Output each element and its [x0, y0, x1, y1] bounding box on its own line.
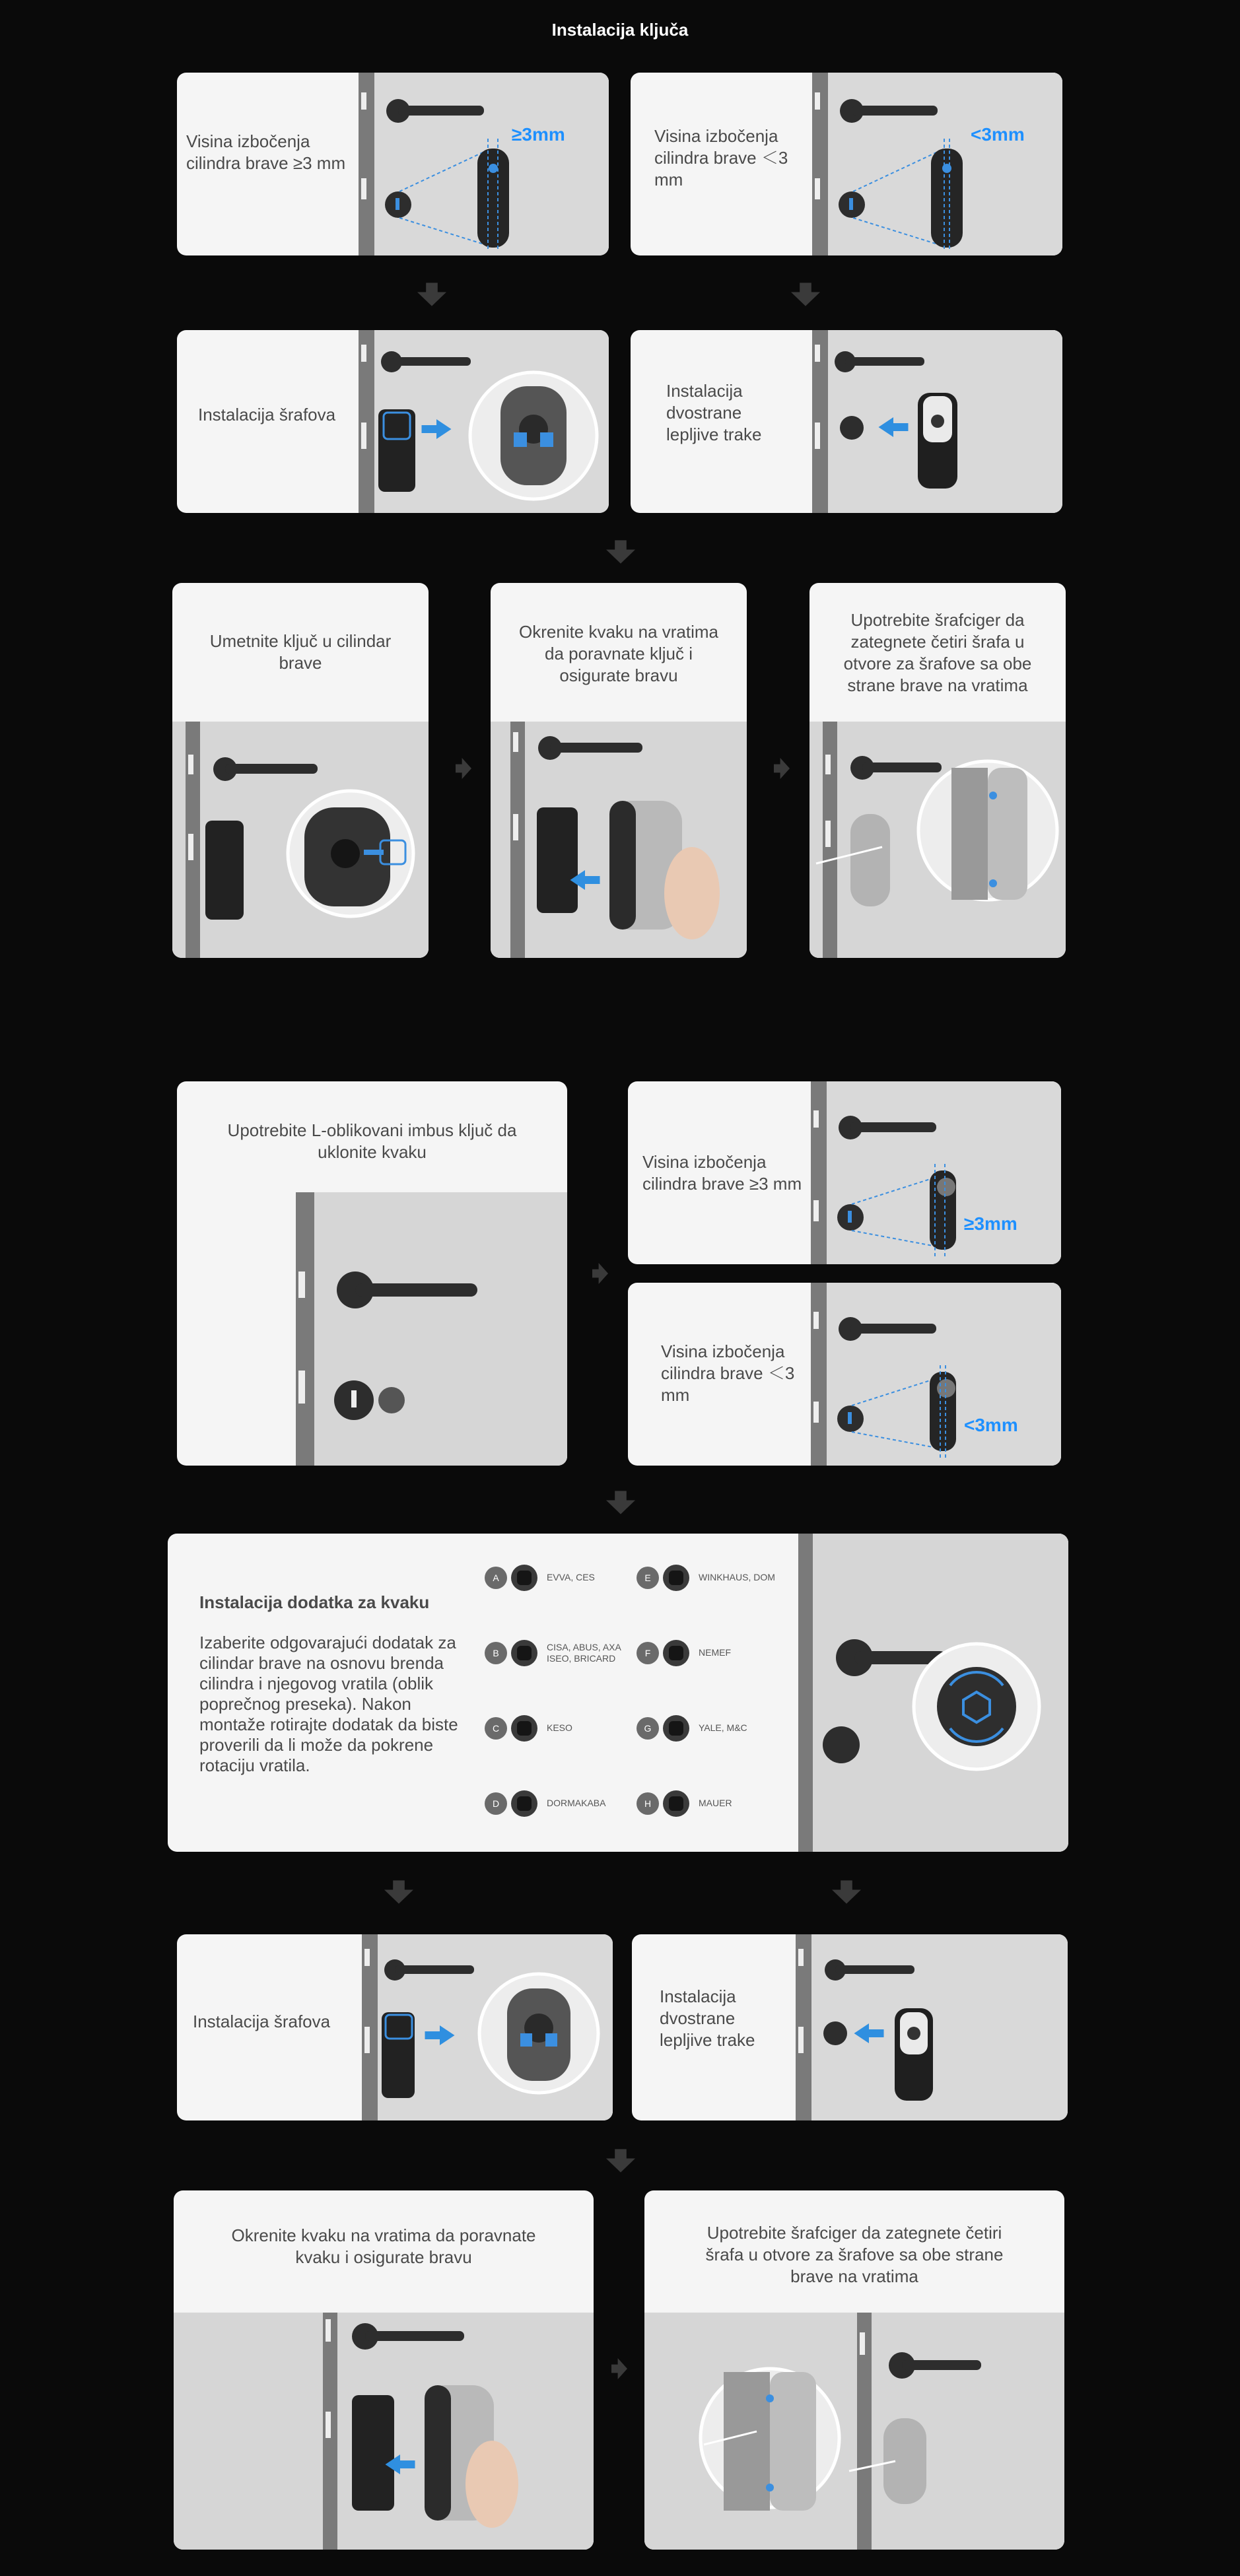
- door-scene: [796, 1934, 1068, 2120]
- door-scene: [812, 330, 1062, 513]
- adapter-letter: F: [637, 1642, 659, 1664]
- tighten-screws-label: Upotrebite šrafciger da zategnete četiri šrafa u otvore za šrafove sa obe strane brave na vratima: [843, 610, 1032, 695]
- door-scene: [359, 330, 609, 513]
- adapter-brand: EVVA, CES: [547, 1572, 595, 1582]
- adapter-title: Instalacija dodatka za kvaku: [199, 1592, 430, 1612]
- card-tighten-screws-2: [644, 2190, 1064, 2550]
- adapter-letter: E: [637, 1567, 659, 1589]
- card-screws-2: [177, 1934, 613, 2120]
- card-tighten-screws: [809, 583, 1066, 958]
- arrow-right-icon: [611, 2358, 627, 2379]
- door-scene: [798, 1534, 1068, 1852]
- adapter-icon: [511, 1565, 537, 1591]
- tape-label-2: Instalacija dvostrane lepljive trake: [660, 1986, 755, 2050]
- door-scene: [362, 1934, 613, 2120]
- measure-ge-label: ≥3mm: [512, 124, 565, 145]
- arrow-down-icon: [606, 2149, 635, 2173]
- cylinder-ge-label: Visina izbočenja cilindra brave ≥3 mm: [186, 131, 346, 173]
- door-scene: [811, 1081, 1061, 1264]
- door-scene: [809, 722, 1066, 958]
- adapter-letter: G: [637, 1717, 659, 1740]
- card-adapter: [168, 1534, 1068, 1852]
- door-scene: [491, 722, 747, 958]
- screws-label: Instalacija šrafova: [198, 405, 336, 424]
- arrow-down-icon: [384, 1880, 413, 1904]
- arrow-right-icon: [456, 758, 471, 779]
- adapter-icon: [511, 1640, 537, 1666]
- door-scene: [644, 2313, 1064, 2550]
- adapter-brand: YALE, M&C: [699, 1722, 747, 1733]
- arrow-down-icon: [606, 1491, 635, 1514]
- card-cylinder-ge-2: [628, 1081, 1061, 1264]
- arrow-down-icon: [791, 283, 820, 306]
- card-cylinder-lt-2: [628, 1283, 1061, 1466]
- measure-lt-label: <3mm: [971, 124, 1025, 145]
- adapter-letter: A: [485, 1567, 507, 1589]
- page-title: Instalacija ključa: [551, 20, 689, 40]
- adapter-letter: D: [485, 1792, 507, 1815]
- cylinder-ge-label-2: Visina izbočenja cilindra brave ≥3 mm: [642, 1152, 802, 1194]
- arrow-right-icon: [592, 1263, 608, 1284]
- adapter-icon: [511, 1715, 537, 1742]
- card-turn-knob: [491, 583, 747, 958]
- measure-lt-label-2: <3mm: [964, 1415, 1018, 1435]
- arrow-down-icon: [832, 1880, 861, 1904]
- door-scene: [296, 1192, 567, 1466]
- door-scene: [812, 73, 1062, 255]
- adapter-brand: MAUER: [699, 1798, 732, 1808]
- adapter-icon: [663, 1790, 689, 1817]
- door-scene: [174, 2313, 594, 2550]
- insert-key-label: Umetnite ključ u cilindar brave: [209, 631, 392, 673]
- card-turn-knob-2: [174, 2190, 594, 2550]
- arrow-down-icon: [417, 283, 446, 306]
- card-screws: [177, 330, 609, 513]
- card-tape: [631, 330, 1062, 513]
- card-tape-2: [632, 1934, 1068, 2120]
- adapter-brand: DORMAKABA: [547, 1798, 606, 1808]
- adapter-icon: [663, 1715, 689, 1742]
- door-scene: [811, 1283, 1061, 1466]
- card-insert-key: [172, 583, 429, 958]
- adapter-letter: H: [637, 1792, 659, 1815]
- card-cylinder-ge: [177, 73, 609, 255]
- cylinder-lt-label-2: Visina izbočenja cilindra brave ＜3 mm: [661, 1341, 795, 1405]
- adapter-icon: [663, 1640, 689, 1666]
- adapter-brand: NEMEF: [699, 1647, 731, 1658]
- remove-knob-label: Upotrebite L-oblikovani imbus ključ da uklonite kvaku: [227, 1120, 517, 1162]
- card-cylinder-lt: [631, 73, 1062, 255]
- adapter-brand: CISA, ABUS, AXA ISEO, BRICARD: [547, 1642, 621, 1664]
- adapter-list: [485, 1567, 802, 1831]
- door-scene: [172, 722, 429, 958]
- arrow-right-icon: [774, 758, 790, 779]
- adapter-brand: KESO: [547, 1722, 572, 1733]
- arrow-down-icon: [606, 540, 635, 564]
- adapter-description: Izaberite odgovarajući dodatak za cilindar brave na osnovu brenda cilindra i njegovog vratila (oblik poprečnog preseka). Nakon montaže rotirajte dodatak da biste proverili da li može da pokrene rotaciju vratila.: [199, 1633, 458, 1775]
- card-remove-knob: [177, 1081, 567, 1466]
- turn-knob-label-2: Okrenite kvaku na vratima da poravnate kvaku i osigurate bravu: [231, 2225, 536, 2267]
- adapter-letter: C: [485, 1717, 507, 1740]
- door-scene: [359, 73, 609, 255]
- adapter-icon: [663, 1565, 689, 1591]
- cylinder-lt-label: Visina izbočenja cilindra brave ＜3 mm: [654, 126, 788, 189]
- adapter-letter: B: [485, 1642, 507, 1664]
- adapter-icon: [511, 1790, 537, 1817]
- tighten-screws-label-2: Upotrebite šrafciger da zategnete četiri šrafa u otvore za šrafove sa obe strane brave na vratima: [705, 2223, 1004, 2286]
- turn-knob-label: Okrenite kvaku na vratima da poravnate ključ i osigurate bravu: [518, 622, 718, 685]
- screws-label-2: Instalacija šrafova: [193, 2012, 331, 2031]
- measure-ge-label-2: ≥3mm: [964, 1213, 1017, 1234]
- tape-label: Instalacija dvostrane lepljive trake: [666, 381, 762, 444]
- adapter-brand: WINKHAUS, DOM: [699, 1572, 775, 1582]
